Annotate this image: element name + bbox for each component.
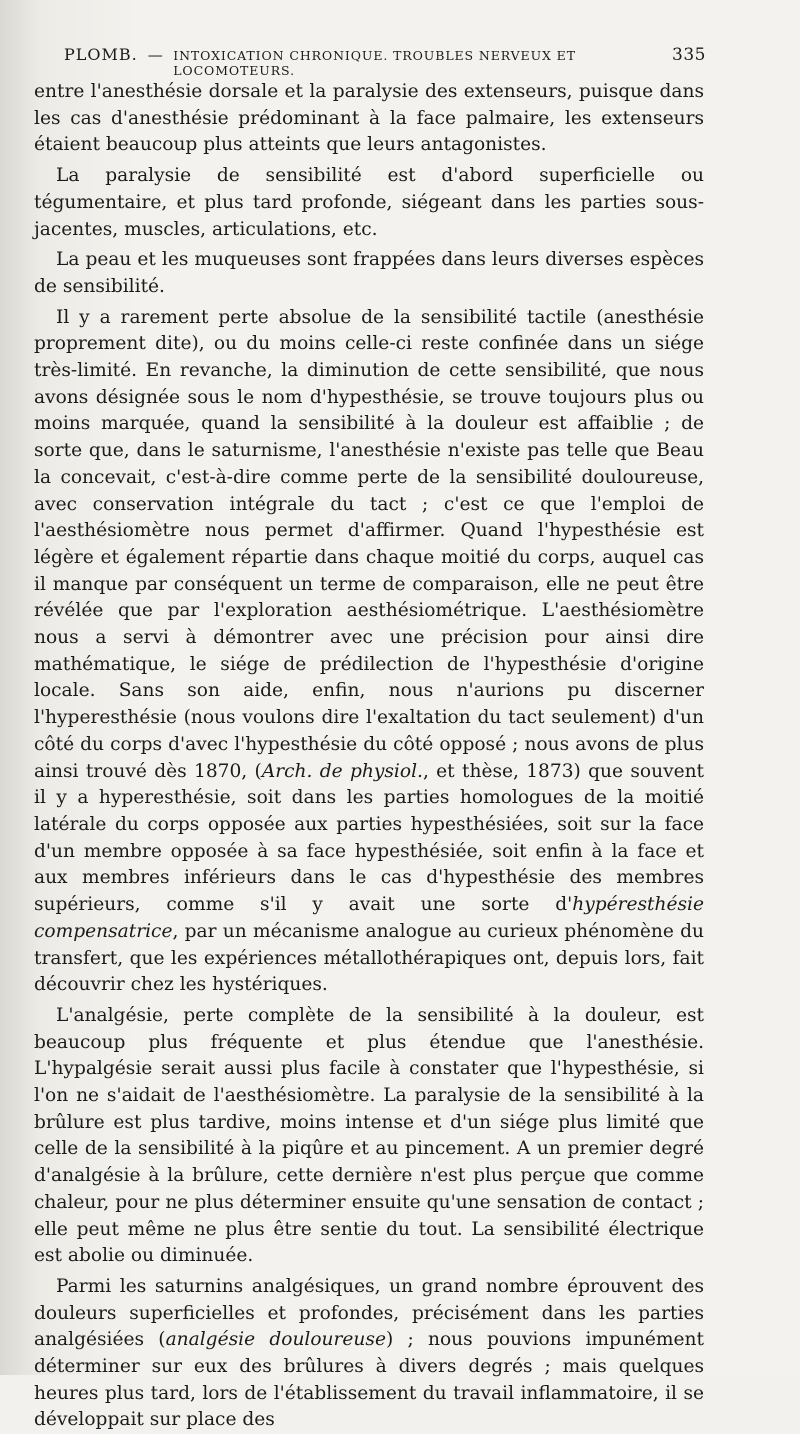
paragraph-text: , et thèse, 1873) que souvent il y a hyperesthésie, soit dans les parties homologues de la moitié latérale du corps opposée aux parties hypesthésiées, soit sur la face d'un membre opposée à sa face hypesthésiée, soit enfin à la face et aux membres inférieurs dans le cas d'hypesthésie des membres supérieurs, comme s'il y avait une sorte d' (34, 760, 705, 916)
paragraph-sensibility-paralysis: La paralysie de sensibilité est d'abord superficielle ou tégumentaire, et plus tard profonde, siégeant dans les parties sous-jacentes, muscles, articulations, etc. (34, 165, 704, 240)
paragraph-continuation: entre l'anesthésie dorsale et la paralysie des extenseurs, puisque dans les cas d'anesthésie prédominant à la face palmaire, les extenseurs étaient beaucoup plus atteints que leurs antagonistes. (34, 81, 704, 156)
running-head-left (34, 45, 672, 78)
body-text (34, 79, 704, 1434)
paragraph-analgesia: L'analgésie, perte complète de la sensibilité à la douleur, est beaucoup plus fréquente et plus étendue que l'anesthésie. L'hypalgésie serait aussi plus facile à constater que l'hypesthésie, si l'on ne s'aidait de l'aesthésiomètre. La paralysie de la sensibilité à la brûlure est plus tardive, moins intense et d'un siége plus limité que celle de la sensibilité à la piqûre et au pincement. A un premier degré d'analgésie à la brûlure, cette dernière n'est plus perçue que comme chaleur, pour ne plus déterminer ensuite qu'une sensation de contact ; elle peut même ne plus être sentie du tout. La sensibilité électrique est abolie ou diminuée. (34, 1004, 704, 1267)
running-head (34, 45, 704, 79)
italic-term: hypéresthésie compensatrice (34, 894, 704, 942)
paragraph-tactile-sensibility (34, 305, 704, 999)
paragraph-painful-analgesia (34, 1274, 704, 1434)
paragraph-text: , par un mécanisme analogue au curieux phénomène du transfert, que les expériences métallothérapiques ont, depuis lors, fait découvrir chez les hystériques. (34, 920, 704, 996)
page-number: 335 (672, 45, 706, 65)
italic-term: analgésie douloureuse (165, 1329, 386, 1351)
running-head-title: PLOMB. (64, 45, 138, 64)
running-head-separator: — (147, 46, 164, 64)
citation-reference: Arch. de physiol. (261, 760, 423, 782)
paragraph-text: ) ; nous pouvions impunément déterminer sur eux des brûlures à divers degrés ; mais quelques heures plus tard, lors de l'établissement du travail inflammatoire, il se développait sur place des (34, 1329, 704, 1431)
paragraph-skin-mucosa: La peau et les muqueuses sont frappées dans leurs diverses espèces de sensibilité. (34, 249, 704, 297)
paragraph-text: Parmi les saturnins analgésiques, un grand nombre éprouvent des douleurs superficielles et profondes, précisément dans les parties analgésiées ( (34, 1275, 704, 1351)
running-head-subject: INTOXICATION CHRONIQUE. TROUBLES NERVEUX ET LOCOMOTEURS. (173, 48, 576, 78)
paragraph-text: Il y a rarement perte absolue de la sensibilité tactile (anesthésie proprement dite), ou du moins celle-ci reste confinée dans un siége très-limité. En revanche, la diminution de cette sensibilité, que nous avons désignée sous le nom d'hypesthésie, se trouve toujours plus ou moins marquée, quand la sensibilité à la douleur est affaiblie ; de sorte que, dans le saturnisme, l'anesthésie n'existe pas telle que Beau la concevait, c'est-à-dire comme perte de la sensibilité douloureuse, avec conservation intégrale du tact ; c'est ce que l'emploi de l'aesthésiomètre nous permet d'affirmer. Quand l'hypesthésie est légère et également répartie dans chaque moitié du corps, auquel cas il manque par conséquent un terme de comparaison, elle ne peut être révélée que par l'exploration aesthésiométrique. L'aesthésiomètre nous a servi à démontrer avec une précision pour ainsi dire mathématique, le siége de prédilection de l'hypesthésie d'origine locale. Sans son aide, enfin, nous n'aurions pu discerner l'hyperesthésie (nous voulons dire l'exaltation du tact seulement) d'un côté du corps d'avec l'hypesthésie du côté opposé ; nous avons de plus ainsi trouvé dès 1870, ( (34, 306, 704, 782)
